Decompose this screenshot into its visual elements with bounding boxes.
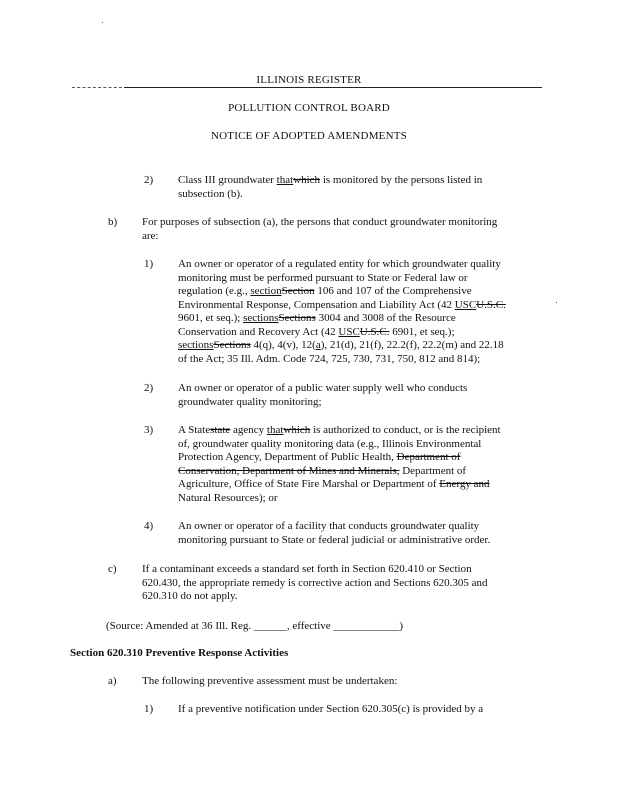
section-a1-number: 1) bbox=[144, 703, 154, 715]
inserted-text: that bbox=[266, 424, 284, 436]
item-b-line2: are: bbox=[142, 230, 159, 242]
text: (Source: Amended at 36 Ill. Reg. bbox=[106, 620, 254, 632]
line bbox=[178, 299, 506, 313]
deleted-text: U.S.C. bbox=[359, 325, 390, 338]
section-a-line: The following preventive assessment must be undertaken: bbox=[142, 675, 398, 687]
line: monitoring must be performed pursuant to State or Federal law or bbox=[178, 271, 468, 284]
item-b3-number: 3) bbox=[144, 424, 154, 436]
deleted-text: Section bbox=[281, 285, 315, 297]
text: ) bbox=[399, 620, 404, 632]
section-a1-line: If a preventive notification under Section 620.305(c) is provided by a bbox=[178, 703, 484, 715]
text: is monitored by the persons listed in bbox=[320, 174, 483, 186]
inserted-text: USC bbox=[338, 325, 360, 338]
line bbox=[178, 312, 506, 326]
inserted-text: USC bbox=[454, 298, 477, 311]
text: Conservation and Recovery Act (42 bbox=[178, 325, 339, 338]
section-a-number: a) bbox=[108, 675, 117, 687]
item-b1-number: 1) bbox=[144, 258, 154, 270]
margin-mark bbox=[556, 302, 557, 303]
blank-date: ____________ bbox=[333, 620, 400, 632]
scan-speck bbox=[102, 22, 103, 23]
register-title: ILLINOIS REGISTER bbox=[256, 74, 362, 86]
deleted-text: Sections bbox=[278, 312, 316, 324]
line: of, groundwater quality monitoring data (e.g., Illinois Environmental bbox=[178, 437, 482, 450]
deleted-text: which bbox=[283, 424, 311, 436]
deleted-text: state bbox=[210, 424, 231, 436]
line: An owner or operator of a regulated entity for which groundwater quality bbox=[178, 258, 501, 270]
line: groundwater quality monitoring; bbox=[178, 395, 322, 408]
item-c-body bbox=[142, 563, 487, 604]
inserted-text: sections bbox=[243, 312, 279, 324]
blank-issue: ______ bbox=[253, 620, 287, 632]
item-b4-body bbox=[178, 520, 490, 547]
deleted-text: Sections bbox=[213, 339, 251, 351]
item-a2-number: 2) bbox=[144, 174, 154, 186]
inserted-text: section bbox=[250, 285, 282, 297]
line: An owner or operator of a public water supply well who conducts bbox=[178, 382, 468, 394]
deleted-text: Energy and bbox=[439, 478, 490, 490]
text: ), 21(d), 21(f), 22.2(f), 22.2(m) and 22.18 bbox=[320, 339, 504, 351]
text: Agriculture, Office of State Fire Marshal or Department of bbox=[178, 478, 440, 490]
line: 620.430, the appropriate remedy is corrective action and Sections 620.305 and bbox=[142, 576, 488, 589]
line bbox=[178, 451, 501, 465]
text: Department of bbox=[399, 464, 467, 477]
inserted-text: that bbox=[276, 174, 294, 186]
line bbox=[178, 339, 506, 353]
deleted-text: U.S.C. bbox=[476, 298, 506, 311]
text: A State bbox=[178, 424, 211, 436]
line bbox=[178, 326, 506, 340]
source-note bbox=[106, 620, 403, 634]
text: 106 and 107 of the Comprehensive bbox=[314, 285, 472, 297]
text: Class III groundwater bbox=[178, 174, 277, 186]
line bbox=[178, 424, 501, 438]
notice-title: NOTICE OF ADOPTED AMENDMENTS bbox=[211, 130, 407, 142]
line: of the Act; 35 Ill. Adm. Code 724, 725, 730, 731, 750, 812 and 814); bbox=[178, 352, 481, 365]
item-a2-line1 bbox=[178, 174, 482, 188]
inserted-text: a bbox=[315, 339, 321, 351]
inserted-text: sections bbox=[178, 339, 214, 351]
line: monitoring pursuant to State or federal judicial or administrative order. bbox=[178, 533, 491, 546]
deleted-text: which bbox=[293, 174, 321, 186]
line: If a contaminant exceeds a standard set forth in Section 620.410 or Section bbox=[142, 563, 472, 575]
text: Protection Agency, Department of Public Health, bbox=[178, 451, 397, 463]
board-title: POLLUTION CONTROL BOARD bbox=[228, 102, 390, 114]
line: An owner or operator of a facility that conducts groundwater quality bbox=[178, 520, 480, 532]
deleted-text: Department of bbox=[396, 451, 461, 463]
text: 4(q), 4(v), 12( bbox=[250, 339, 316, 351]
line: 620.310 do not apply. bbox=[142, 590, 238, 602]
text: , effective bbox=[286, 620, 334, 632]
item-b1-body bbox=[178, 258, 506, 366]
item-b2-body bbox=[178, 382, 467, 409]
text: regulation (e.g., bbox=[178, 285, 251, 297]
item-b4-number: 4) bbox=[144, 520, 154, 532]
item-b2-number: 2) bbox=[144, 382, 154, 394]
item-a2-line2: subsection (b). bbox=[178, 188, 243, 200]
text: 3004 and 3008 of the Resource bbox=[315, 312, 456, 324]
section-heading: Section 620.310 Preventive Response Activities bbox=[70, 647, 289, 659]
deleted-text: Conservation, Department of Mines and Minerals, bbox=[178, 464, 400, 477]
line bbox=[178, 465, 501, 479]
text: Environmental Response, Compensation and Liability Act (42 bbox=[178, 298, 455, 311]
text: 9601, et seq.); bbox=[178, 312, 244, 324]
item-b-line1: For purposes of subsection (a), the persons that conduct groundwater monitoring bbox=[142, 216, 498, 228]
text: agency bbox=[230, 424, 267, 436]
item-b3-body bbox=[178, 424, 501, 505]
text: 6901, et seq.); bbox=[389, 325, 455, 338]
line: Natural Resources); or bbox=[178, 491, 278, 504]
text: is authorized to conduct, or is the recipient bbox=[310, 424, 501, 436]
item-b-number: b) bbox=[108, 216, 118, 228]
line bbox=[178, 478, 501, 492]
item-c-number: c) bbox=[108, 563, 117, 575]
line bbox=[178, 285, 506, 299]
